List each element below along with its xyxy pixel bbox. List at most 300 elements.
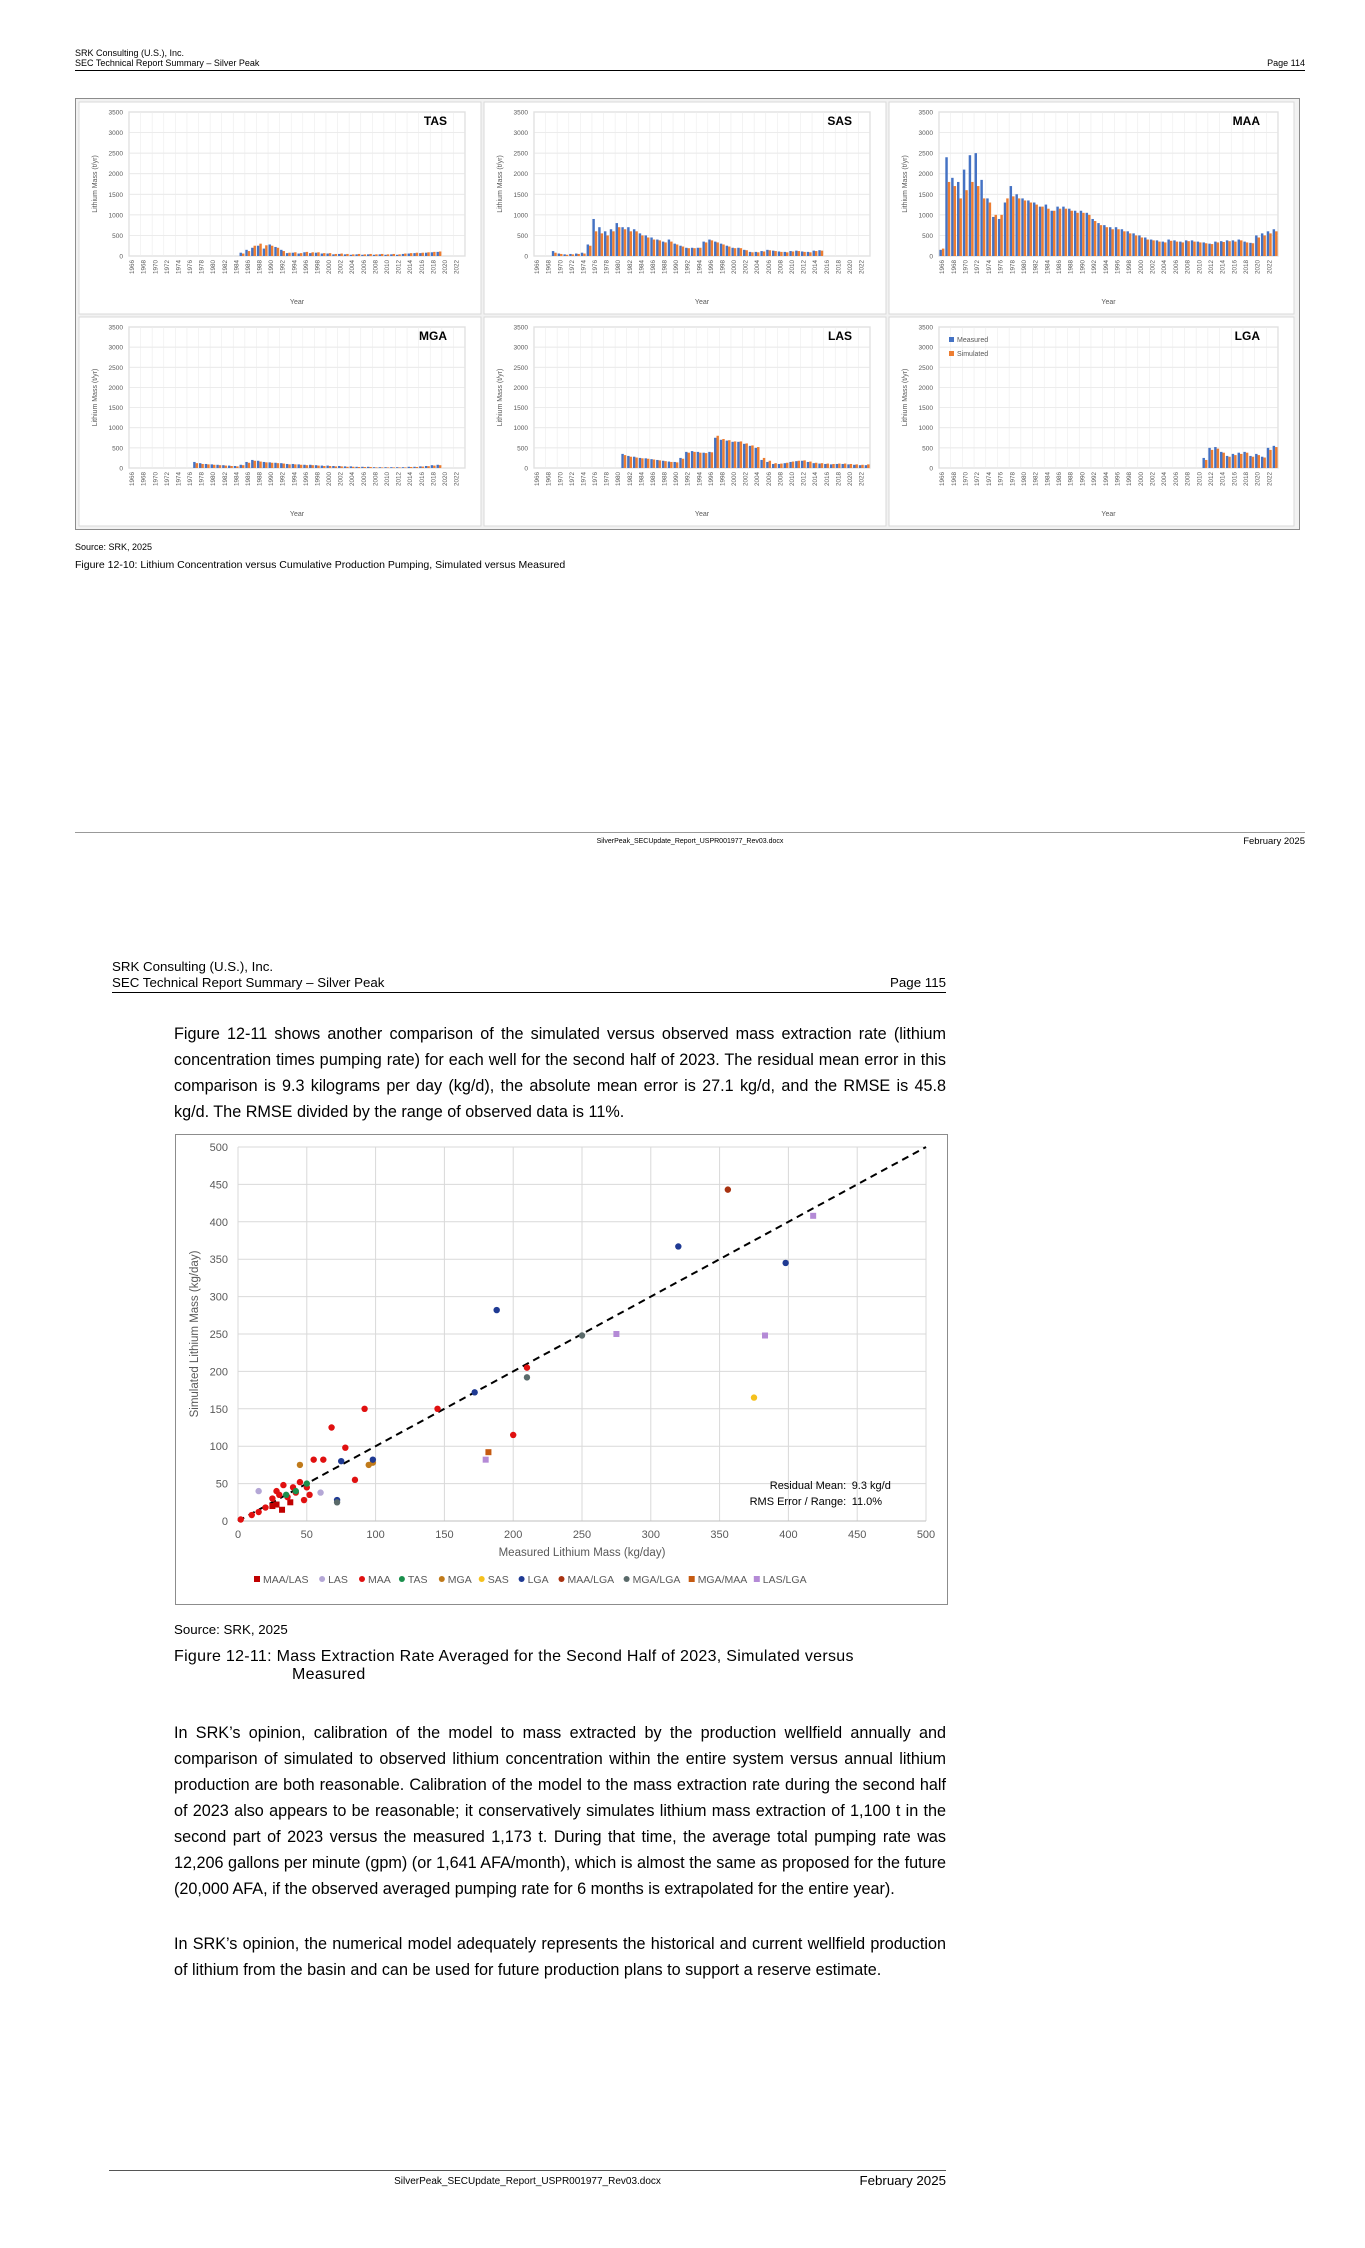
bar-measured bbox=[853, 465, 855, 468]
legend-marker bbox=[754, 1576, 760, 1582]
bar-simulated bbox=[1252, 457, 1254, 468]
bar-panel-tas bbox=[79, 102, 481, 314]
bar-simulated bbox=[1228, 457, 1230, 468]
bar-measured bbox=[1232, 454, 1234, 468]
bar-measured bbox=[1202, 458, 1204, 468]
bar-measured bbox=[344, 254, 346, 256]
bar-simulated bbox=[595, 231, 597, 256]
y-tick-label: 50 bbox=[215, 1478, 228, 1491]
legend-marker bbox=[519, 1576, 525, 1582]
data-point bbox=[342, 1444, 348, 1450]
bar-measured bbox=[1202, 242, 1204, 256]
x-tick-label: 2002 bbox=[742, 260, 750, 275]
bar-measured bbox=[257, 246, 259, 256]
bar-simulated bbox=[201, 464, 203, 468]
bar-simulated bbox=[971, 182, 973, 256]
x-tick-label: 2006 bbox=[360, 260, 368, 275]
bar-measured bbox=[390, 467, 392, 468]
x-tick-label: 2016 bbox=[418, 260, 426, 275]
x-tick-label: 1974 bbox=[985, 260, 993, 275]
figure-12-11-caption bbox=[174, 1648, 854, 1684]
y-tick-label: 0 bbox=[929, 465, 933, 473]
x-tick-label: 1982 bbox=[626, 260, 634, 275]
data-point bbox=[485, 1449, 491, 1455]
bar-simulated bbox=[1030, 203, 1032, 256]
x-tick-label: 2006 bbox=[1172, 260, 1180, 275]
legend-label: LAS bbox=[328, 1574, 348, 1586]
bar-simulated bbox=[1170, 241, 1172, 256]
bar-measured bbox=[662, 242, 664, 256]
x-axis-title: Year bbox=[1101, 511, 1116, 518]
data-point bbox=[255, 1509, 261, 1515]
bar-measured bbox=[778, 464, 780, 468]
bar-simulated bbox=[271, 246, 273, 256]
bar-measured bbox=[274, 247, 276, 256]
x-tick-label: 450 bbox=[848, 1529, 867, 1541]
x-tick-label: 1998 bbox=[314, 260, 322, 275]
x-tick-label: 1990 bbox=[673, 260, 681, 275]
x-tick-label: 1972 bbox=[568, 472, 576, 487]
bar-measured bbox=[1010, 186, 1012, 256]
legend-label: SAS bbox=[487, 1574, 509, 1586]
panel-title: SAS bbox=[827, 114, 852, 128]
x-tick-label: 2000 bbox=[731, 472, 739, 487]
y-tick-label: 0 bbox=[524, 465, 528, 473]
bar-simulated bbox=[641, 458, 643, 468]
bar-measured bbox=[1144, 237, 1146, 256]
figure-12-10-frame bbox=[75, 98, 1300, 530]
bar-simulated bbox=[821, 463, 823, 468]
bar-measured bbox=[604, 231, 606, 256]
x-tick-label: 2018 bbox=[835, 260, 843, 275]
bar-simulated bbox=[763, 251, 765, 256]
data-point bbox=[524, 1374, 530, 1380]
bar-measured bbox=[650, 237, 652, 256]
x-tick-label: 2014 bbox=[812, 260, 820, 275]
y-axis-title: Lithium Mass (t/yr) bbox=[902, 368, 909, 427]
y-tick-label: 250 bbox=[209, 1329, 228, 1341]
bar-measured bbox=[685, 248, 687, 256]
data-point bbox=[675, 1243, 681, 1249]
x-tick-label: 1976 bbox=[592, 260, 600, 275]
x-tick-label: 1982 bbox=[221, 472, 229, 487]
bar-simulated bbox=[1263, 458, 1265, 468]
bar-simulated bbox=[670, 242, 672, 256]
x-tick-label: 1990 bbox=[673, 472, 681, 487]
x-tick-label: 350 bbox=[710, 1529, 729, 1541]
x-tick-label: 1994 bbox=[1102, 260, 1110, 275]
bar-simulated bbox=[635, 231, 637, 256]
data-point bbox=[361, 1406, 367, 1412]
x-tick-label: 1998 bbox=[1126, 260, 1134, 275]
bar-simulated bbox=[294, 464, 296, 468]
x-tick-label: 1982 bbox=[1032, 260, 1040, 275]
bar-measured bbox=[598, 227, 600, 256]
bar-simulated bbox=[745, 443, 747, 468]
bar-measured bbox=[656, 460, 658, 468]
bar-simulated bbox=[664, 461, 666, 468]
x-tick-label: 2010 bbox=[788, 472, 796, 487]
legend-marker bbox=[399, 1576, 405, 1582]
x-tick-label: 1988 bbox=[1067, 260, 1075, 275]
bar-simulated bbox=[734, 248, 736, 256]
bar-simulated bbox=[433, 252, 435, 256]
bar-simulated bbox=[682, 459, 684, 468]
x-tick-label: 1988 bbox=[661, 260, 669, 275]
data-point bbox=[279, 1507, 285, 1513]
bar-measured bbox=[1115, 227, 1117, 256]
bar-simulated bbox=[809, 252, 811, 256]
bar-measured bbox=[563, 254, 565, 256]
bar-measured bbox=[251, 248, 253, 256]
bar-measured bbox=[720, 440, 722, 468]
header-page-number: Page 114 bbox=[1267, 58, 1305, 68]
bar-simulated bbox=[1117, 229, 1119, 256]
bar-simulated bbox=[635, 458, 637, 468]
bar-measured bbox=[240, 253, 242, 256]
bar-simulated bbox=[572, 254, 574, 256]
bar-measured bbox=[708, 240, 710, 256]
bar-measured bbox=[413, 467, 415, 468]
footer-date: February 2025 bbox=[1243, 836, 1305, 847]
bar-simulated bbox=[867, 464, 869, 468]
x-tick-label: 2014 bbox=[1219, 472, 1227, 487]
bar-measured bbox=[772, 464, 774, 468]
bar-measured bbox=[673, 244, 675, 256]
y-tick-label: 1000 bbox=[108, 425, 123, 433]
y-tick-label: 500 bbox=[517, 445, 528, 453]
bar-measured bbox=[413, 253, 415, 256]
y-tick-label: 2000 bbox=[513, 384, 528, 392]
data-point bbox=[283, 1492, 289, 1498]
x-tick-label: 1966 bbox=[534, 472, 542, 487]
x-tick-label: 1986 bbox=[1056, 472, 1064, 487]
footer-filename: SilverPeak_SECUpdate_Report_USPR001977_Rev03.docx bbox=[596, 838, 784, 845]
y-tick-label: 3000 bbox=[918, 344, 933, 352]
x-tick-label: 2020 bbox=[1254, 260, 1262, 275]
bar-simulated bbox=[1222, 453, 1224, 468]
bar-simulated bbox=[283, 251, 285, 256]
y-tick-label: 100 bbox=[209, 1441, 228, 1454]
bar-simulated bbox=[728, 440, 730, 468]
data-point bbox=[276, 1492, 282, 1498]
x-tick-label: 2012 bbox=[395, 260, 403, 275]
bar-simulated bbox=[340, 466, 342, 468]
bar-simulated bbox=[329, 253, 331, 256]
bar-simulated bbox=[364, 254, 366, 256]
bar-simulated bbox=[734, 441, 736, 468]
data-point bbox=[524, 1364, 530, 1370]
bar-measured bbox=[1226, 240, 1228, 256]
data-point bbox=[493, 1307, 499, 1313]
header-report: SEC Technical Report Summary – Silver Peak bbox=[75, 58, 260, 68]
bar-measured bbox=[616, 223, 618, 256]
bar-measured bbox=[1150, 240, 1152, 256]
x-tick-label: 1988 bbox=[1067, 472, 1075, 487]
x-tick-label: 2006 bbox=[1172, 472, 1180, 487]
bar-measured bbox=[1132, 233, 1134, 256]
bar-simulated bbox=[798, 251, 800, 256]
bar-simulated bbox=[647, 459, 649, 468]
x-tick-label: 1976 bbox=[187, 260, 195, 275]
bar-measured bbox=[1015, 194, 1017, 256]
x-tick-label: 1970 bbox=[962, 260, 970, 275]
x-tick-label: 1992 bbox=[1091, 472, 1099, 487]
data-point bbox=[320, 1456, 326, 1462]
x-tick-label: 1968 bbox=[950, 260, 958, 275]
x-tick-label: 1986 bbox=[1056, 260, 1064, 275]
figure-12-11-source: Source: SRK, 2025 bbox=[174, 1622, 288, 1637]
bar-measured bbox=[1220, 241, 1222, 256]
bar-simulated bbox=[699, 453, 701, 468]
bar-measured bbox=[1208, 448, 1210, 468]
bar-measured bbox=[193, 462, 195, 468]
bar-measured bbox=[726, 246, 728, 256]
data-point bbox=[269, 1495, 275, 1501]
bar-measured bbox=[303, 465, 305, 468]
bar-measured bbox=[286, 464, 288, 468]
bar-measured bbox=[332, 466, 334, 468]
bar-simulated bbox=[1222, 242, 1224, 256]
bar-measured bbox=[980, 180, 982, 256]
y-tick-label: 3000 bbox=[513, 130, 528, 138]
legend-label: Simulated bbox=[957, 351, 989, 358]
bar-simulated bbox=[740, 248, 742, 256]
x-tick-label: 2004 bbox=[754, 472, 762, 487]
y-tick-label: 2000 bbox=[918, 171, 933, 179]
bar-simulated bbox=[1082, 213, 1084, 256]
bar-simulated bbox=[422, 467, 424, 468]
bar-simulated bbox=[722, 439, 724, 468]
bar-measured bbox=[621, 227, 623, 256]
x-tick-label: 1978 bbox=[198, 472, 206, 487]
y-tick-label: 3000 bbox=[513, 344, 528, 352]
bar-simulated bbox=[757, 252, 759, 256]
x-tick-label: 1976 bbox=[592, 472, 600, 487]
x-tick-label: 2014 bbox=[407, 472, 415, 487]
bar-simulated bbox=[705, 453, 707, 468]
bar-measured bbox=[263, 462, 265, 468]
x-tick-label: 1972 bbox=[163, 260, 171, 275]
x-tick-label: 1998 bbox=[314, 472, 322, 487]
x-tick-label: 1996 bbox=[1114, 260, 1122, 275]
x-tick-label: 2000 bbox=[326, 472, 334, 487]
bar-simulated bbox=[728, 247, 730, 256]
data-point bbox=[510, 1432, 516, 1438]
legend-label: MGA bbox=[447, 1574, 472, 1586]
legend-marker bbox=[559, 1576, 565, 1582]
x-axis-title: Year bbox=[289, 511, 305, 518]
x-tick-label: 2004 bbox=[349, 472, 357, 487]
panel-title: TAS bbox=[423, 114, 447, 128]
bar-simulated bbox=[1071, 211, 1073, 256]
y-tick-label: 1000 bbox=[108, 212, 123, 220]
bar-measured bbox=[1004, 203, 1006, 256]
y-tick-label: 500 bbox=[112, 232, 123, 240]
bar-simulated bbox=[230, 466, 232, 468]
bar-measured bbox=[384, 467, 386, 468]
figure-12-10-caption: Figure 12-10: Lithium Concentration versus Cumulative Production Pumping, Simulated versus Measured bbox=[75, 559, 566, 571]
bar-measured bbox=[228, 466, 230, 468]
bar-measured bbox=[367, 467, 369, 468]
bar-measured bbox=[645, 235, 647, 256]
bar-measured bbox=[1197, 242, 1199, 256]
data-point bbox=[579, 1332, 585, 1338]
legend-label: MAA bbox=[368, 1574, 391, 1586]
bar-simulated bbox=[1152, 240, 1154, 256]
x-tick-label: 2020 bbox=[1254, 472, 1262, 487]
y-axis-title: Lithium Mass (t/yr) bbox=[92, 155, 99, 213]
bar-simulated bbox=[630, 231, 632, 256]
bar-simulated bbox=[1164, 242, 1166, 256]
data-point bbox=[297, 1479, 303, 1485]
x-tick-label: 100 bbox=[366, 1529, 385, 1541]
y-tick-label: 0 bbox=[221, 1516, 228, 1528]
bar-simulated bbox=[335, 466, 337, 468]
x-tick-label: 1992 bbox=[279, 472, 287, 487]
x-tick-label: 2008 bbox=[1184, 260, 1192, 275]
bar-simulated bbox=[381, 254, 383, 256]
header-rule bbox=[112, 992, 946, 993]
bar-measured bbox=[211, 464, 213, 468]
x-tick-label: 2018 bbox=[1243, 260, 1251, 275]
y-tick-label: 500 bbox=[922, 445, 933, 453]
bar-measured bbox=[807, 252, 809, 256]
bar-simulated bbox=[711, 452, 713, 468]
legend-marker bbox=[689, 1576, 695, 1582]
bar-simulated bbox=[606, 235, 608, 256]
y-tick-label: 0 bbox=[119, 465, 123, 473]
plot-area bbox=[534, 112, 870, 256]
x-tick-label: 1972 bbox=[974, 472, 982, 487]
bar-measured bbox=[645, 458, 647, 468]
header-report: SEC Technical Report Summary – Silver Peak bbox=[112, 975, 385, 990]
bar-simulated bbox=[1035, 205, 1037, 256]
bar-measured bbox=[702, 453, 704, 468]
x-axis-title: Measured Lithium Mass (kg/day) bbox=[498, 1547, 666, 1559]
legend-label: TAS bbox=[407, 1574, 428, 1586]
x-tick-label: 1988 bbox=[661, 472, 669, 487]
bar-measured bbox=[789, 251, 791, 256]
x-axis-title: Year bbox=[694, 299, 710, 306]
bar-measured bbox=[436, 252, 438, 256]
bar-measured bbox=[419, 253, 421, 256]
y-tick-label: 2500 bbox=[513, 364, 528, 372]
bar-simulated bbox=[1094, 221, 1096, 256]
x-tick-label: 300 bbox=[641, 1529, 660, 1541]
x-tick-label: 1966 bbox=[129, 260, 137, 275]
paragraph-3: In SRK’s opinion, the numerical model adequately represents the historical and current wellfield production of lithium from the basin and can be used for future production plans to support a reserve estimate. bbox=[174, 1935, 946, 1979]
bar-simulated bbox=[1246, 242, 1248, 256]
y-tick-label: 150 bbox=[209, 1403, 228, 1416]
bar-measured bbox=[963, 170, 965, 256]
x-tick-label: 1990 bbox=[268, 472, 276, 487]
bar-measured bbox=[841, 464, 843, 468]
bar-simulated bbox=[989, 203, 991, 256]
y-tick-label: 3000 bbox=[108, 130, 123, 138]
bar-measured bbox=[760, 460, 762, 468]
bar-simulated bbox=[942, 249, 944, 256]
data-point bbox=[810, 1213, 816, 1219]
y-axis-title: Lithium Mass (t/yr) bbox=[497, 368, 504, 427]
bar-measured bbox=[1056, 207, 1058, 256]
x-tick-label: 2014 bbox=[812, 472, 820, 487]
figure-12-11-scatter-chart bbox=[176, 1135, 947, 1604]
bar-simulated bbox=[1100, 225, 1102, 256]
bar-measured bbox=[951, 178, 953, 256]
bar-simulated bbox=[1228, 241, 1230, 256]
bar-simulated bbox=[745, 250, 747, 256]
bar-measured bbox=[789, 462, 791, 468]
bar-measured bbox=[731, 248, 733, 256]
bar-simulated bbox=[1234, 242, 1236, 256]
bar-measured bbox=[743, 250, 745, 256]
bar-measured bbox=[1027, 200, 1029, 256]
x-tick-label: 1996 bbox=[302, 260, 310, 275]
bar-simulated bbox=[769, 250, 771, 256]
bar-simulated bbox=[225, 466, 227, 468]
bar-measured bbox=[865, 465, 867, 468]
legend-marker bbox=[254, 1576, 260, 1582]
x-tick-label: 1982 bbox=[626, 472, 634, 487]
x-tick-label: 2012 bbox=[395, 472, 403, 487]
bar-measured bbox=[222, 465, 224, 468]
bar-simulated bbox=[259, 462, 261, 468]
x-tick-label: 1998 bbox=[719, 260, 727, 275]
bar-measured bbox=[199, 463, 201, 468]
bar-simulated bbox=[630, 457, 632, 468]
data-point bbox=[301, 1497, 307, 1503]
x-tick-label: 2022 bbox=[858, 260, 866, 275]
bar-simulated bbox=[676, 462, 678, 468]
bar-simulated bbox=[288, 253, 290, 256]
bar-simulated bbox=[653, 240, 655, 256]
x-axis-title: Year bbox=[694, 511, 710, 518]
data-point bbox=[762, 1332, 768, 1338]
bar-measured bbox=[402, 254, 404, 256]
bar-measured bbox=[205, 464, 207, 468]
legend-label: MAA/LGA bbox=[567, 1574, 615, 1586]
bar-simulated bbox=[259, 244, 261, 256]
x-tick-label: 2022 bbox=[1266, 472, 1274, 487]
bar-simulated bbox=[427, 466, 429, 468]
bar-measured bbox=[552, 251, 554, 256]
bar-simulated bbox=[277, 463, 279, 468]
bar-simulated bbox=[248, 463, 250, 468]
bar-simulated bbox=[300, 253, 302, 256]
x-tick-label: 250 bbox=[572, 1529, 592, 1541]
bar-measured bbox=[627, 227, 629, 256]
bar-simulated bbox=[439, 251, 441, 256]
bar-simulated bbox=[1123, 231, 1125, 256]
x-axis-title: Year bbox=[289, 299, 305, 306]
x-tick-label: 2018 bbox=[1243, 472, 1251, 487]
bar-measured bbox=[1261, 457, 1263, 468]
data-point bbox=[352, 1477, 358, 1483]
plot-area bbox=[129, 112, 465, 256]
bar-simulated bbox=[1059, 209, 1061, 256]
bar-simulated bbox=[1088, 215, 1090, 256]
bar-measured bbox=[1068, 209, 1070, 256]
bar-measured bbox=[662, 461, 664, 468]
data-point bbox=[280, 1482, 286, 1488]
bar-simulated bbox=[1000, 215, 1002, 256]
bar-simulated bbox=[983, 198, 985, 256]
bar-measured bbox=[263, 249, 265, 256]
y-tick-label: 1500 bbox=[918, 191, 933, 199]
bar-measured bbox=[292, 253, 294, 256]
bar-measured bbox=[1051, 211, 1053, 256]
